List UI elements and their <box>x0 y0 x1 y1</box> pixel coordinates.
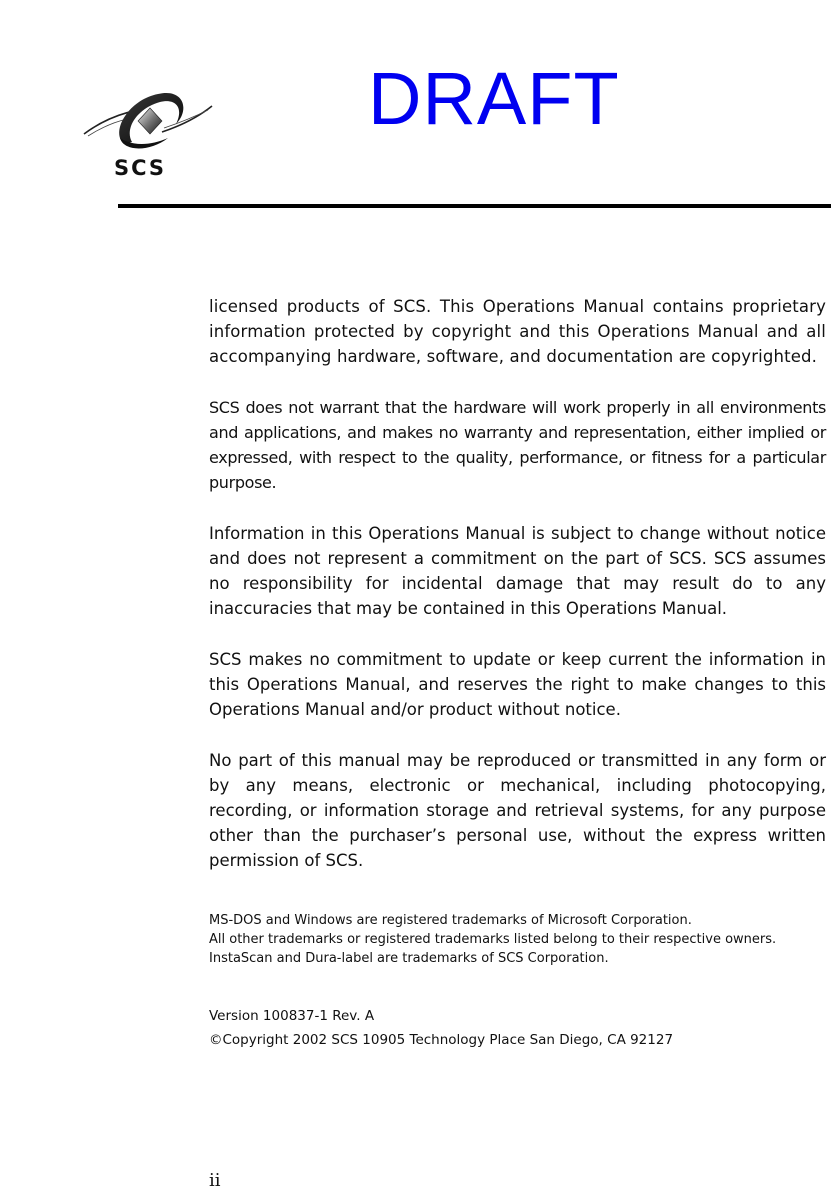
header-rule <box>118 204 831 208</box>
paragraph-reproduction: No part of this manual may be reproduced or transmitted in any form or by any means, electronic or mechanical, including photocopying, recording, or information storage and retrieval systems, for any purpose other than the purchaser’s personal use, without the express written permission of SCS. <box>209 751 826 870</box>
copyright-line: ©Copyright 2002 SCS 10905 Technology Place San Diego, CA 92127 <box>209 1032 674 1048</box>
trademarks-block <box>209 911 826 968</box>
logo-wordmark: SCS <box>114 156 167 180</box>
paragraph-commitment: SCS makes no commitment to update or keep current the information in this Operations Manual, and reserves the right to make changes to this Operations Manual and/or product without notice. <box>209 650 826 719</box>
trademark-line: All other trademarks or registered trademarks listed belong to their respective owners. <box>209 932 777 947</box>
scs-logo <box>80 86 216 182</box>
paragraph-warranty: SCS does not warrant that the hardware will work properly in all environments and applications, and makes no warranty and representation, either implied or expressed, with respect to the quality, performance, or fitness for a particular purpose. <box>209 398 826 492</box>
trademark-line: MS-DOS and Windows are registered trademarks of Microsoft Corporation. <box>209 913 692 928</box>
version-block <box>209 1004 826 1052</box>
scs-logo-text <box>80 154 216 182</box>
page-number: ii <box>209 1170 221 1191</box>
draft-watermark: DRAFT <box>368 57 620 140</box>
paragraph-license: licensed products of SCS. This Operations Manual contains proprietary information protected by copyright and this Operations Manual and all accompanying hardware, software, and documentation are copyrighted. <box>209 297 826 366</box>
paragraph-information: Information in this Operations Manual is subject to change without notice and does not represent a commitment on the part of SCS. SCS assumes no responsibility for incidental damage that may result do to any inaccuracies that may be contained in this Operations Manual. <box>209 524 826 618</box>
trademark-line: InstaScan and Dura-label are trademarks of SCS Corporation. <box>209 951 609 966</box>
main-content <box>209 294 826 1052</box>
version-line: Version 100837-1 Rev. A <box>209 1008 375 1024</box>
